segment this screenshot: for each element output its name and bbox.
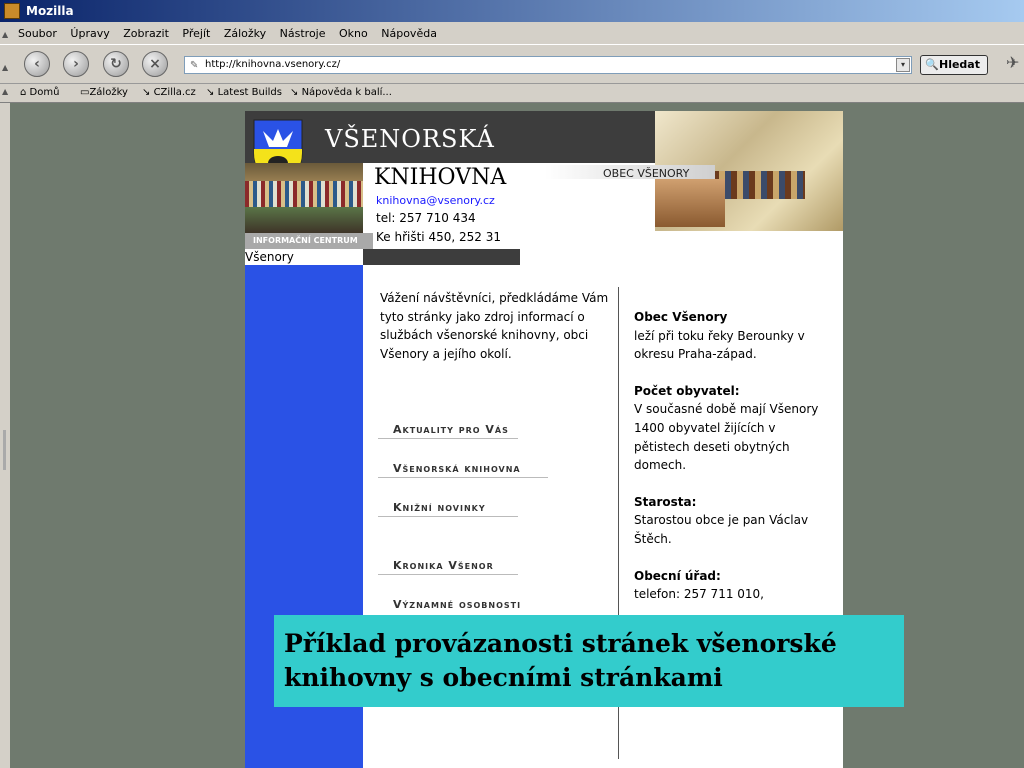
info-pocet-text: V současné době mají Všenory 1400 obyvatel žijících v pětistech deseti obytných domech. (634, 402, 819, 473)
slide-caption (274, 615, 904, 707)
library-photo (245, 163, 363, 233)
navigation-toolbar (0, 44, 1024, 84)
url-input[interactable] (184, 56, 912, 74)
caption-line-2: knihovny s obecními stránkami (284, 663, 723, 692)
search-button[interactable] (920, 55, 988, 75)
menu-okno[interactable]: Okno (339, 27, 368, 40)
toolbar-grip-icon[interactable]: ▲ (2, 63, 9, 72)
bookshelf-image (245, 181, 363, 207)
menu-nastroje[interactable]: Nástroje (279, 27, 326, 40)
menu-zalozky[interactable]: Záložky (223, 27, 267, 40)
site-name: VŠENORSKÁ (325, 125, 495, 153)
bookmark-label: Nápověda k balí... (301, 87, 392, 98)
reload-button[interactable] (103, 51, 129, 77)
nav-underline (378, 516, 518, 517)
sidebar-grippy[interactable] (3, 430, 6, 470)
window-title: Mozilla (26, 4, 74, 18)
bookmark-label: Záložky (89, 87, 128, 98)
toolbar-grip-icon[interactable]: ▲ (2, 30, 9, 39)
back-arrow-icon: ‹ (34, 56, 40, 72)
library-address: Ke hřišti 450, 252 31 (376, 230, 501, 244)
menu-bar (0, 22, 1024, 44)
obec-vsenory-link[interactable]: OBEC VŠENORY (603, 167, 690, 180)
search-label: Hledat (939, 58, 980, 71)
nav-underline (378, 477, 548, 478)
mozilla-app-icon (4, 3, 20, 19)
caption-line-1: Příklad provázanosti stránek všenorské (284, 629, 837, 658)
info-starosta-text: Starostou obce je pan Václav Štěch. (634, 513, 809, 546)
nav-link-osobnosti[interactable]: Významné osobnosti (393, 598, 522, 611)
back-button[interactable] (24, 51, 50, 77)
nav-link-knihovna[interactable]: Všenorská knihovna (393, 462, 521, 475)
header-decoration (655, 179, 725, 227)
forward-arrow-icon: › (73, 56, 79, 72)
header-strip (363, 249, 520, 265)
bookmark-zalozky[interactable] (80, 87, 128, 98)
bookmark-label: Latest Builds (217, 87, 282, 98)
link-icon: ↘ (142, 87, 151, 98)
nav-underline (378, 574, 518, 575)
bookmark-home[interactable] (20, 87, 59, 98)
library-title: KNIHOVNA (374, 165, 507, 190)
link-icon: ↘ (206, 87, 215, 98)
menu-upravy[interactable]: Úpravy (70, 27, 110, 40)
welcome-text: Vážení návštěvníci, předkládáme Vám tyto stránky jako zdroj informací o službách všenorské knihovny, obci Všenory a jejího okolí. (380, 291, 609, 361)
bookmark-label: CZilla.cz (153, 87, 196, 98)
bookmarks-icon: ▭ (80, 87, 90, 98)
chevron-down-icon: ▾ (900, 60, 905, 69)
search-icon: 🔍 (925, 58, 939, 71)
info-urad-title: Obecní úřad: (634, 568, 721, 583)
nav-link-kronika[interactable]: Kronika Všenor (393, 559, 494, 572)
menu-napoveda[interactable]: Nápověda (381, 27, 437, 40)
toolbar-grip-icon[interactable]: ▲ (2, 87, 9, 96)
personal-toolbar (0, 84, 1024, 103)
bookmark-czilla[interactable] (142, 87, 196, 98)
library-phone: tel: 257 710 434 (376, 211, 476, 225)
reload-icon: ↻ (110, 56, 122, 72)
nav-underline (378, 438, 518, 439)
bookmark-napoveda[interactable] (290, 87, 392, 98)
home-icon: ⌂ (20, 87, 27, 98)
menu-soubor[interactable]: Soubor (18, 27, 57, 40)
menu-prejit[interactable]: Přejít (182, 27, 211, 40)
stop-button[interactable] (142, 51, 168, 77)
info-urad-text: telefon: 257 711 010, (634, 587, 764, 602)
info-starosta-title: Starosta: (634, 494, 697, 509)
info-pocet-title: Počet obyvatel: (634, 383, 740, 398)
url-text: http://knihovna.vsenory.cz/ (205, 59, 341, 70)
library-address-city: Všenory (245, 250, 294, 264)
window-titlebar (0, 0, 1024, 22)
info-centrum-label: INFORMAČNÍ CENTRUM (245, 233, 373, 249)
stop-icon: × (149, 56, 161, 72)
link-icon: ↘ (290, 87, 299, 98)
menu-zobrazit[interactable]: Zobrazit (123, 27, 169, 40)
page-icon: ✎ (190, 60, 199, 71)
bookmark-label: Domů (29, 87, 60, 98)
bookmark-latest-builds[interactable] (206, 87, 282, 98)
info-obec-title: Obec Všenory (634, 310, 728, 324)
nav-link-aktuality[interactable]: Aktuality pro Vás (393, 423, 509, 436)
library-email-link[interactable]: knihovna@vsenory.cz (376, 194, 495, 207)
info-obec-text: leží při toku řeky Berounky v okresu Praha-západ. (634, 328, 805, 362)
obec-info-column (634, 308, 834, 622)
forward-button[interactable] (63, 51, 89, 77)
url-dropdown-button[interactable] (896, 58, 910, 72)
nav-link-novinky[interactable]: Knižní novinky (393, 501, 486, 514)
throbber-icon[interactable]: ✈ (1006, 53, 1020, 72)
